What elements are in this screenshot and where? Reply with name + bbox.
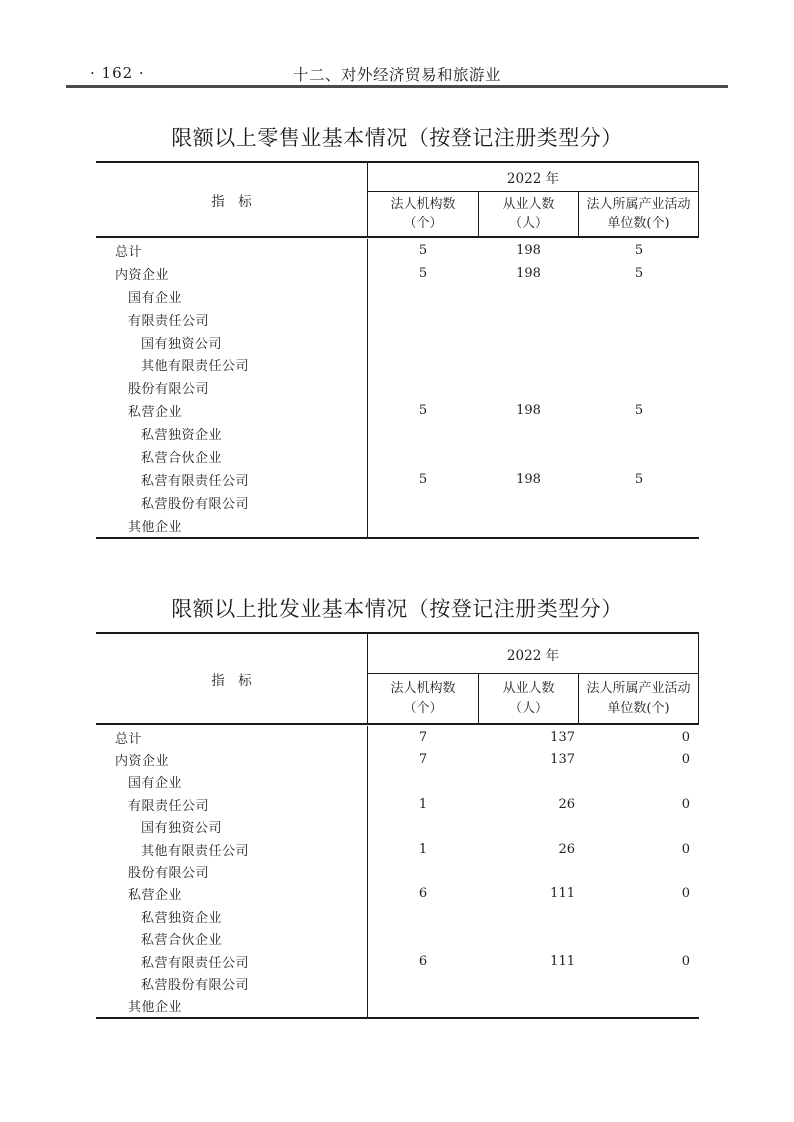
table-row — [96, 995, 699, 1017]
value-cell — [478, 972, 579, 994]
value-cell — [579, 376, 699, 399]
value-cell — [579, 928, 699, 950]
value-cell: 5 — [418, 403, 428, 419]
value-cell: 198 — [516, 265, 541, 281]
value-cell — [478, 816, 579, 838]
value-cell — [368, 331, 478, 354]
value-cell: 0 — [681, 841, 690, 857]
row-indicator-label: 有限责任公司 — [96, 308, 368, 331]
column-header-activity-units: 法人所属产业活动 单位数(个) — [586, 681, 691, 716]
table-row — [96, 331, 699, 354]
table-row — [96, 838, 699, 860]
value-cell — [579, 771, 699, 793]
year-header-group — [368, 163, 699, 236]
value-cell: 5 — [634, 265, 644, 281]
value-cell: 6 — [418, 886, 428, 902]
value-cell — [579, 816, 699, 838]
table-row — [96, 972, 699, 994]
value-cell: 5 — [634, 242, 644, 258]
value-cell: 26 — [558, 796, 575, 812]
value-cell: 111 — [550, 953, 575, 969]
table-row — [96, 308, 699, 331]
value-cell — [368, 995, 478, 1017]
table-header — [96, 634, 699, 725]
table-row — [96, 883, 699, 905]
table-row — [96, 285, 699, 308]
value-cell — [579, 353, 699, 376]
value-cell: 198 — [516, 403, 541, 419]
statistics-table — [96, 632, 699, 1019]
row-indicator-label: 私营股份有限公司 — [96, 491, 368, 514]
table-body — [96, 238, 699, 537]
value-cell — [478, 376, 579, 399]
row-indicator-label: 私营有限责任公司 — [96, 950, 368, 972]
row-indicator-label: 私营有限责任公司 — [96, 468, 368, 491]
row-indicator-label: 私营独资企业 — [96, 905, 368, 927]
table-row — [96, 514, 699, 537]
column-headers-row — [368, 192, 698, 236]
value-cell: 0 — [681, 752, 690, 768]
value-cell: 1 — [418, 796, 428, 812]
value-cell — [368, 771, 478, 793]
table-row — [96, 950, 699, 972]
value-cell — [368, 928, 478, 950]
row-indicator-label: 其他企业 — [96, 514, 368, 537]
value-cell — [368, 860, 478, 882]
value-cell — [478, 491, 579, 514]
table-row — [96, 353, 699, 376]
table-row — [96, 399, 699, 422]
row-indicator-label: 股份有限公司 — [96, 376, 368, 399]
table-row — [96, 468, 699, 491]
value-cell — [579, 491, 699, 514]
value-cell: 1 — [418, 841, 428, 857]
value-cell — [579, 860, 699, 882]
table-row — [96, 793, 699, 815]
value-cell — [368, 514, 478, 537]
table-row — [96, 239, 699, 262]
value-cell — [579, 972, 699, 994]
table-row — [96, 771, 699, 793]
value-cell: 198 — [516, 471, 541, 487]
value-cell: 5 — [418, 265, 428, 281]
value-cell — [368, 376, 478, 399]
row-indicator-label: 有限责任公司 — [96, 793, 368, 815]
indicator-header-label: 指 标 — [211, 672, 252, 689]
value-cell — [478, 445, 579, 468]
value-cell — [368, 972, 478, 994]
value-cell — [478, 860, 579, 882]
table-title: 限额以上零售业基本情况（按登记注册类型分） — [171, 126, 623, 150]
table-row — [96, 748, 699, 770]
value-cell — [368, 308, 478, 331]
value-cell: 0 — [681, 886, 690, 902]
value-cell: 7 — [418, 752, 428, 768]
value-cell — [368, 422, 478, 445]
value-cell: 0 — [681, 729, 690, 745]
table-row — [96, 262, 699, 285]
value-cell — [478, 422, 579, 445]
value-cell — [478, 771, 579, 793]
value-cell: 26 — [558, 841, 575, 857]
row-indicator-label: 其他企业 — [96, 995, 368, 1017]
column-header-activity-units: 法人所属产业活动 单位数(个) — [586, 196, 691, 231]
row-indicator-label: 国有企业 — [96, 771, 368, 793]
value-cell — [368, 445, 478, 468]
row-indicator-label: 内资企业 — [96, 748, 368, 770]
indicator-column-header — [96, 163, 368, 236]
row-indicator-label: 国有企业 — [96, 285, 368, 308]
table-row — [96, 422, 699, 445]
column-header-legal-entities: 法人机构数 （个） — [390, 681, 456, 716]
value-cell — [478, 353, 579, 376]
indicator-column-header — [96, 634, 368, 723]
row-indicator-label: 内资企业 — [96, 262, 368, 285]
value-cell: 7 — [418, 729, 428, 745]
value-cell: 198 — [516, 242, 541, 258]
value-cell — [478, 285, 579, 308]
table-header — [96, 163, 699, 238]
statistics-table — [96, 161, 699, 539]
indicator-header-label: 指 标 — [211, 193, 252, 210]
row-indicator-label: 国有独资公司 — [96, 331, 368, 354]
value-cell: 111 — [550, 886, 575, 902]
row-indicator-label: 总计 — [96, 239, 368, 262]
value-cell: 5 — [418, 242, 428, 258]
value-cell — [579, 514, 699, 537]
value-cell — [579, 445, 699, 468]
value-cell — [478, 514, 579, 537]
value-cell: 0 — [681, 953, 690, 969]
value-cell — [579, 331, 699, 354]
year-header-cell — [368, 163, 698, 192]
table-body — [96, 725, 699, 1017]
year-header-cell — [368, 634, 698, 674]
table-row — [96, 726, 699, 748]
year-header-label: 2022 年 — [506, 171, 560, 187]
value-cell — [579, 422, 699, 445]
value-cell — [478, 308, 579, 331]
value-cell — [478, 905, 579, 927]
value-cell — [368, 816, 478, 838]
row-indicator-label: 私营合伙企业 — [96, 928, 368, 950]
column-header-employees: 从业人数 （人） — [478, 674, 579, 723]
value-cell — [478, 928, 579, 950]
value-cell: 5 — [418, 471, 428, 487]
value-cell — [579, 995, 699, 1017]
value-cell: 0 — [681, 796, 690, 812]
value-cell — [579, 285, 699, 308]
value-cell — [579, 905, 699, 927]
row-indicator-label: 私营企业 — [96, 883, 368, 905]
year-header-label: 2022 年 — [506, 647, 560, 664]
value-cell — [368, 905, 478, 927]
value-cell: 5 — [634, 403, 644, 419]
value-cell: 5 — [634, 471, 644, 487]
column-header-employees: 从业人数 （人） — [478, 192, 579, 236]
row-indicator-label: 私营股份有限公司 — [96, 972, 368, 994]
value-cell: 6 — [418, 953, 428, 969]
year-header-group — [368, 634, 699, 723]
value-cell — [368, 353, 478, 376]
column-headers-row — [368, 674, 698, 723]
table-row — [96, 491, 699, 514]
value-cell — [478, 331, 579, 354]
row-indicator-label: 私营合伙企业 — [96, 445, 368, 468]
table-row — [96, 445, 699, 468]
value-cell — [579, 308, 699, 331]
row-indicator-label: 私营企业 — [96, 399, 368, 422]
chapter-heading: 十二、对外经济贸易和旅游业 — [292, 66, 501, 84]
table-row — [96, 816, 699, 838]
value-cell — [478, 995, 579, 1017]
row-indicator-label: 其他有限责任公司 — [96, 838, 368, 860]
row-indicator-label: 总计 — [96, 726, 368, 748]
row-indicator-label: 国有独资公司 — [96, 816, 368, 838]
table-title: 限额以上批发业基本情况（按登记注册类型分） — [171, 597, 623, 621]
table-row — [96, 928, 699, 950]
value-cell: 137 — [550, 752, 575, 768]
value-cell: 137 — [550, 729, 575, 745]
table-row — [96, 905, 699, 927]
header-rule — [66, 85, 728, 88]
row-indicator-label: 其他有限责任公司 — [96, 353, 368, 376]
column-header-legal-entities: 法人机构数 （个） — [390, 196, 456, 231]
row-indicator-label: 股份有限公司 — [96, 860, 368, 882]
value-cell — [368, 491, 478, 514]
table-row — [96, 860, 699, 882]
row-indicator-label: 私营独资企业 — [96, 422, 368, 445]
page-number: · 162 · — [90, 64, 145, 82]
value-cell — [368, 285, 478, 308]
table-row — [96, 376, 699, 399]
